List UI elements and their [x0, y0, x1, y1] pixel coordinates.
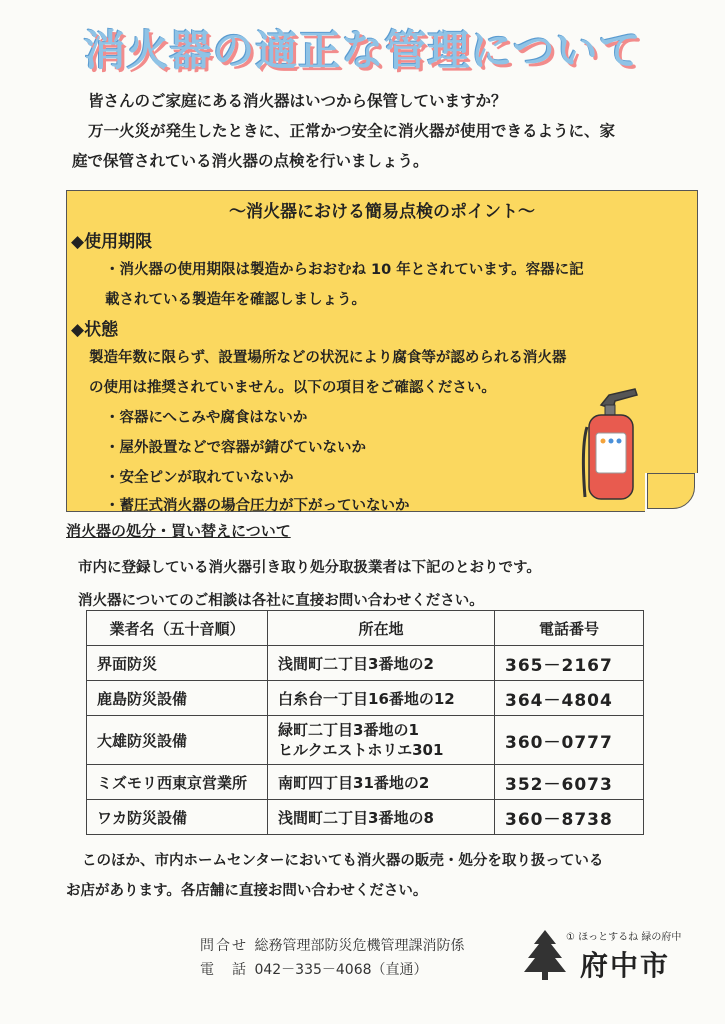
contact-phone: 042－335－4068（直通） [254, 962, 428, 978]
vendor-address: 浅間町二丁目3番地の8 [268, 800, 495, 835]
fire-extinguisher-icon [579, 387, 641, 505]
vendor-address-line: ヒルクエストホリエ301 [278, 741, 444, 759]
table-row [87, 646, 644, 681]
intro-line-3: 庭で保管されている消火器の点検を行いましょう。 [72, 152, 429, 170]
vendor-name: ミズモリ西東京営業所 [87, 765, 268, 800]
vendor-address [268, 716, 495, 765]
section-expiry-heading: ◆使用期限 [71, 232, 153, 252]
intro-line-2: 万一火災が発生したときに、正常かつ安全に消火器が使用できるように、家 [88, 122, 616, 140]
disposal-line-2: 消火器についてのご相談は各社に直接お問い合わせください。 [78, 593, 484, 609]
vendor-address-line: 緑町二丁目3番地の1 [278, 721, 419, 739]
vendor-phone: 352－6073 [495, 765, 644, 800]
check-item: ・安全ピンが取れていないか [105, 470, 294, 486]
header-address: 所在地 [268, 611, 495, 646]
condition-line-2: の使用は推奨されていません。以下の項目をご確認ください。 [89, 380, 496, 396]
expiry-line-1: ・消火器の使用期限は製造からおおむね 10 年とされています。容器に記 [105, 262, 584, 278]
vendor-address: 浅間町二丁目3番地の2 [268, 646, 495, 681]
contact-label: 問合せ [200, 938, 248, 954]
vendor-phone: 365－2167 [495, 646, 644, 681]
intro-text [72, 86, 672, 176]
header-vendor-name: 業者名（五十音順） [87, 611, 268, 646]
contact-department: 総務管理部防災危機管理課消防係 [254, 938, 465, 954]
city-name: 府中市 [580, 949, 671, 982]
city-logo [522, 928, 702, 988]
inspection-points-box [66, 190, 698, 512]
table-header-row [87, 611, 644, 646]
condition-line-1: 製造年数に限らず、設置場所などの状況により腐食等が認められる消火器 [89, 350, 567, 366]
closing-line-2: お店があります。各店舗に直接お問い合わせください。 [66, 883, 428, 899]
intro-line-1: 皆さんのご家庭にある消火器はいつから保管していますか？ [88, 92, 507, 110]
table-row [87, 716, 644, 765]
vendor-name: 大雄防災設備 [87, 716, 268, 765]
check-item: ・屋外設置などで容器が錆びていないか [105, 440, 366, 456]
table-row [87, 800, 644, 835]
vendor-table [86, 610, 644, 835]
vendor-address: 南町四丁目31番地の2 [268, 765, 495, 800]
notice-title: ～消火器における簡易点検のポイント～ [229, 202, 535, 222]
check-item: ・容器にへこみや腐食はないか [105, 410, 308, 426]
section-condition-heading: ◆状態 [71, 320, 119, 340]
vendor-phone: 364－4804 [495, 681, 644, 716]
city-tagline: ① ほっとするね 緑の府中 [566, 932, 682, 943]
vendor-phone: 360－0777 [495, 716, 644, 765]
phone-label: 電 話 [200, 962, 248, 978]
vendor-name: ワカ防災設備 [87, 800, 268, 835]
expiry-line-2: 載されている製造年を確認しましょう。 [105, 292, 366, 308]
vendor-address: 白糸台一丁目16番地の12 [268, 681, 495, 716]
disposal-line-1: 市内に登録している消火器引き取り処分取扱業者は下記のとおりです。 [78, 560, 541, 576]
closing-line-1: このほか、市内ホームセンターにおいても消火器の販売・処分を取り扱っている [82, 853, 604, 869]
page-curl-decoration [645, 473, 699, 513]
vendor-name: 鹿島防災設備 [87, 681, 268, 716]
contact-info [200, 934, 464, 982]
tree-icon [522, 928, 568, 982]
table-row [87, 681, 644, 716]
vendor-phone: 360－8738 [495, 800, 644, 835]
table-row [87, 765, 644, 800]
page-title: 消火器の適正な管理について [83, 26, 642, 75]
header-phone: 電話番号 [495, 611, 644, 646]
check-item: ・蓄圧式消火器の場合圧力が下がっていないか [105, 498, 410, 514]
vendor-name: 界面防災 [87, 646, 268, 681]
disposal-heading: 消火器の処分・買い替えについて [66, 522, 291, 540]
closing-text [66, 846, 686, 906]
